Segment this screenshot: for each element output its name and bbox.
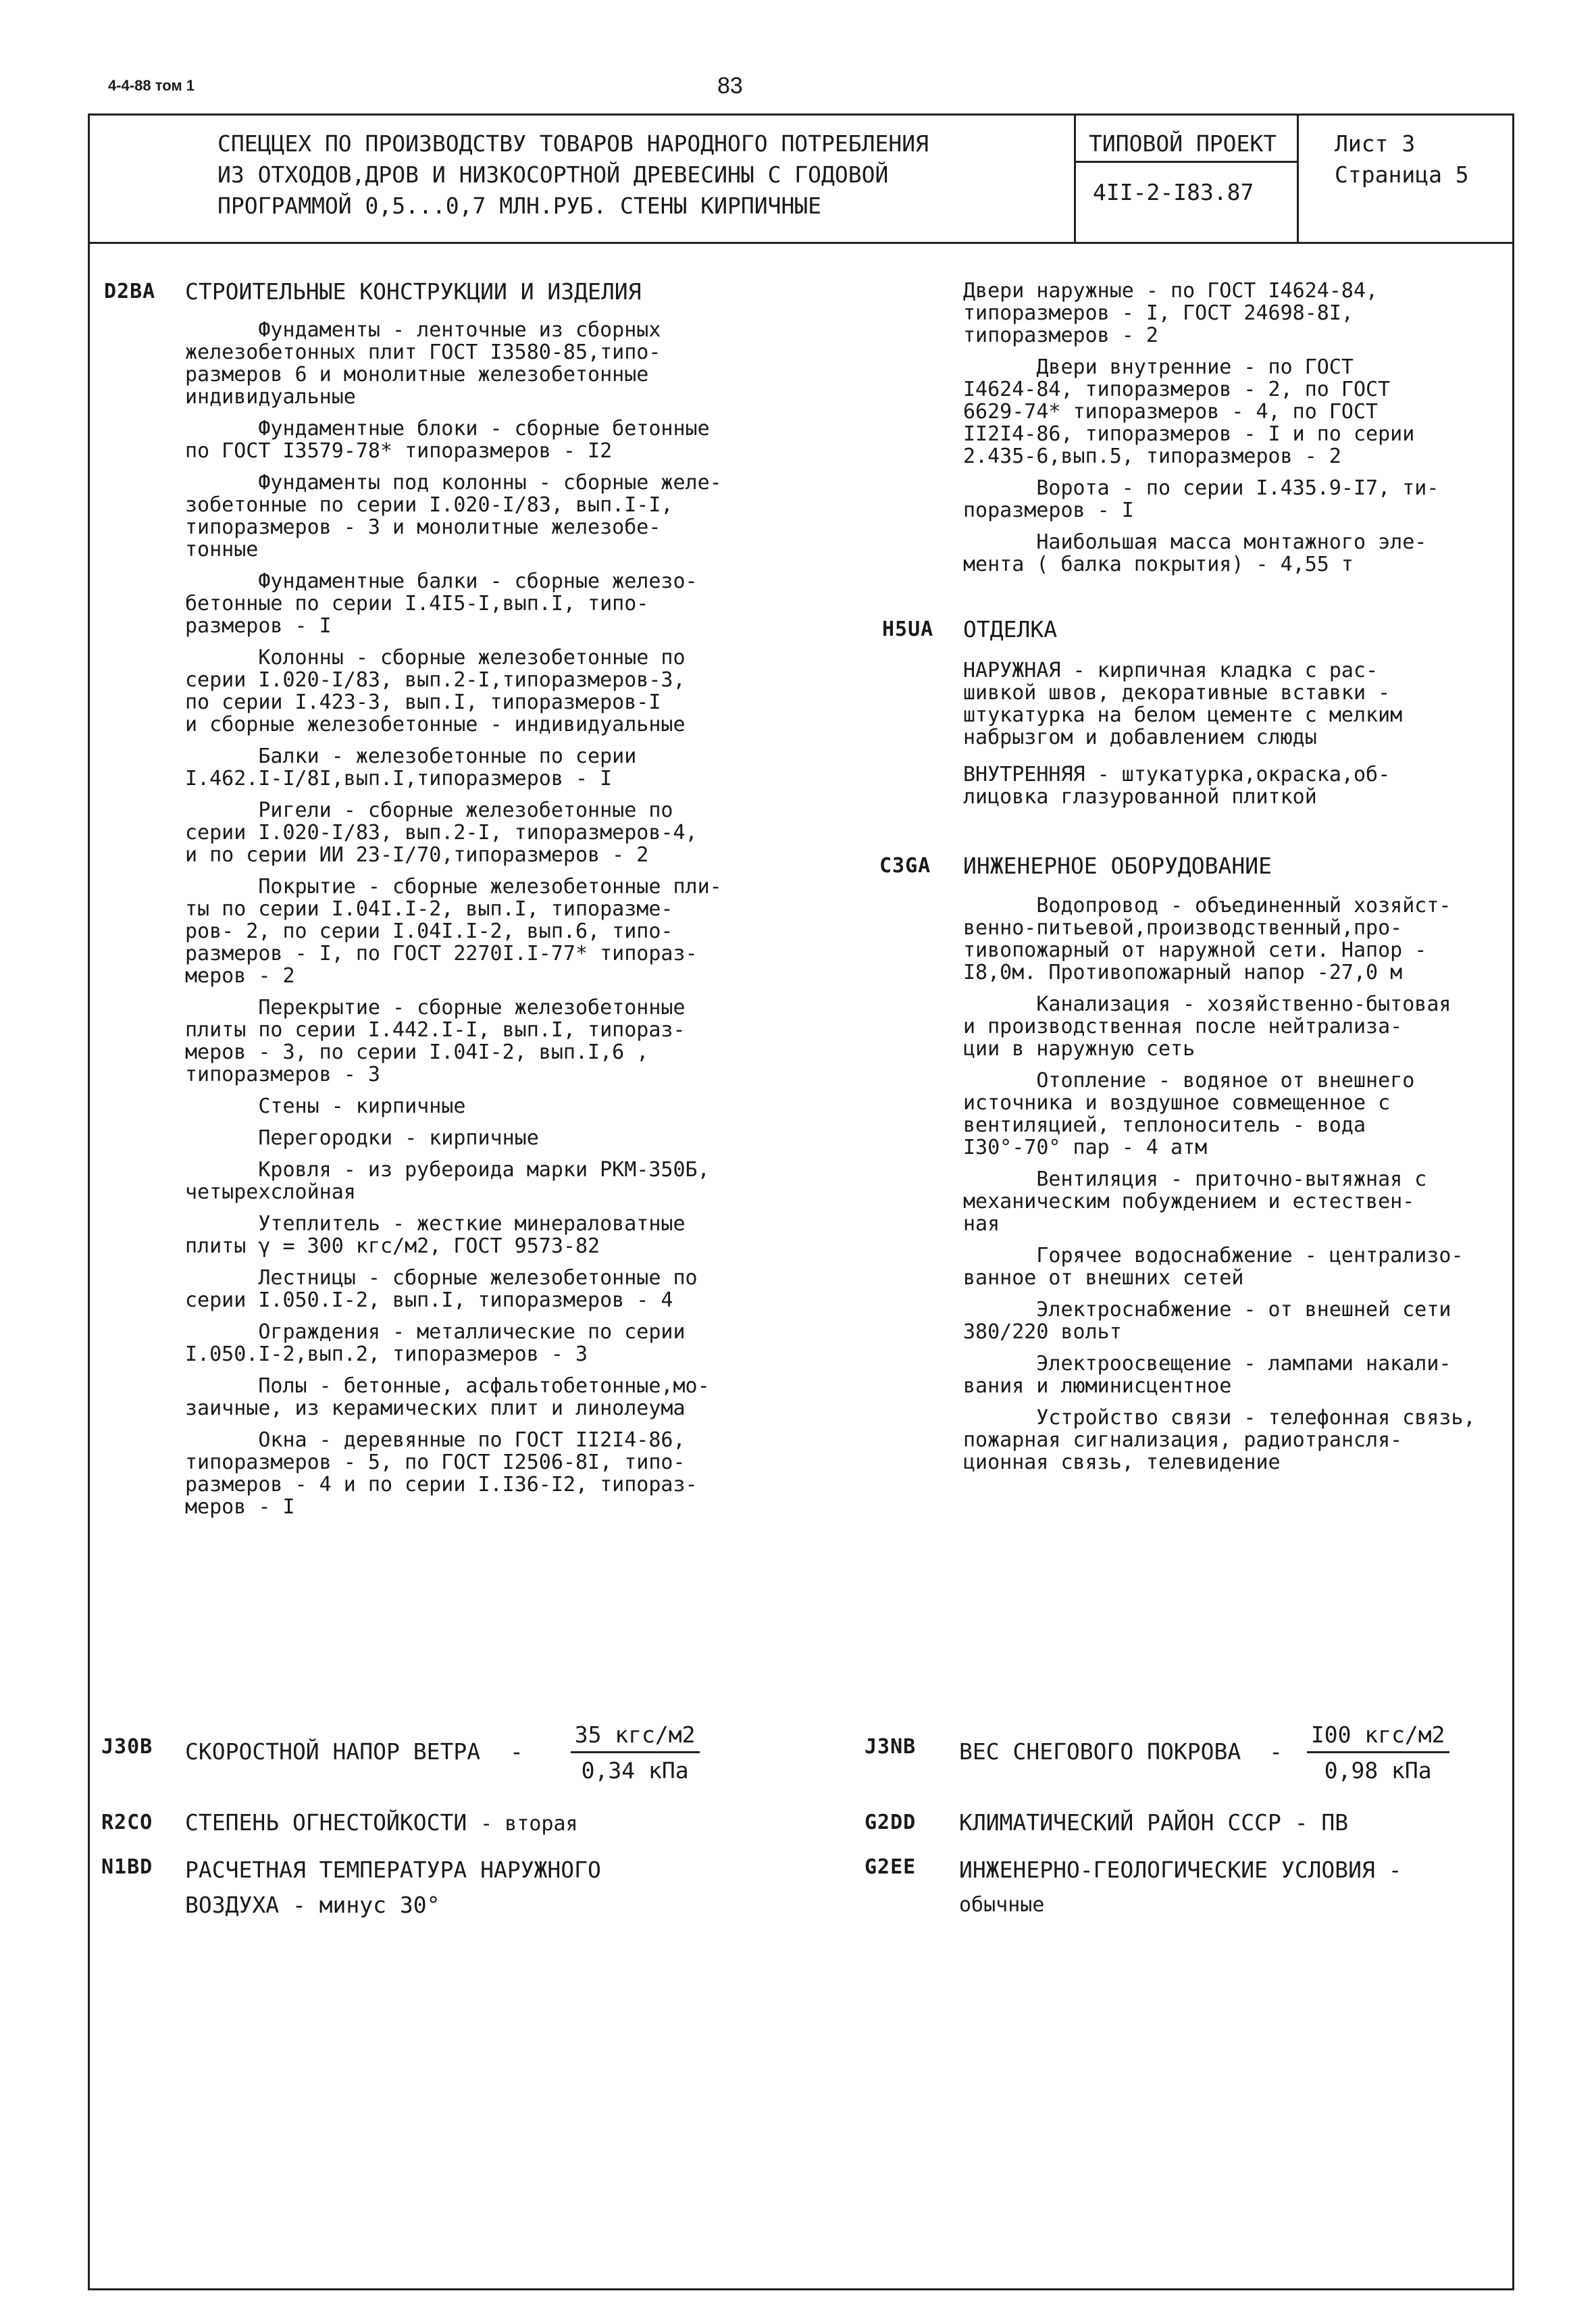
text-line: Наибольшая масса монтажного эле- <box>963 530 1427 554</box>
list-item <box>963 477 1503 522</box>
text-line: 380/220 вольт <box>963 1320 1122 1344</box>
text-line: ная <box>963 1212 1000 1236</box>
list-item <box>185 876 806 987</box>
text-line: Электроснабжение - от внешней сети <box>963 1298 1451 1322</box>
fire-resistance <box>185 1808 578 1839</box>
text-line: Ригели - сборные железобетонные по <box>185 799 673 822</box>
climate-region: КЛИМАТИЧЕСКИЙ РАЙОН СССР - ПВ <box>959 1809 1349 1836</box>
text-line: Перегородки - кирпичные <box>185 1126 539 1150</box>
list-item <box>185 647 806 736</box>
text-line: плиты γ = 300 кгс/м2, ГОСТ 9573-82 <box>185 1234 600 1258</box>
title-block <box>217 128 1062 222</box>
text-line: серии I.020-I/83, вып.2-I,типоразмеров-3, <box>185 668 686 692</box>
list-item <box>185 1375 806 1419</box>
wind-label: СКОРОСТНОЙ НАПОР ВЕТРА <box>185 1738 481 1765</box>
list-item <box>963 531 1503 576</box>
section-heading-finish: ОТДЕЛКА <box>963 616 1058 643</box>
text-line: ции в наружную сеть <box>963 1037 1195 1061</box>
list-item <box>185 472 806 561</box>
text-line: лицовка глазурованной плиткой <box>963 785 1317 809</box>
title-line-2: ИЗ ОТХОДОВ,ДРОВ И НИЗКОСОРТНОЙ ДРЕВЕСИНЫ С ГОДОВОЙ <box>217 161 889 188</box>
wind-code: J30B <box>101 1735 153 1759</box>
climate-code: G2DD <box>865 1811 917 1834</box>
fire-value: - вторая <box>480 1812 578 1836</box>
list-item <box>185 745 806 790</box>
text-line: I30°-70° пар - 4 атм <box>963 1136 1208 1159</box>
list-item <box>963 1070 1503 1159</box>
list-item <box>963 1244 1503 1289</box>
temp-line-1: РАСЧЕТНАЯ ТЕМПЕРАТУРА НАРУЖНОГО <box>185 1857 601 1883</box>
engineering-list <box>963 895 1503 1483</box>
page-label: Страница 5 <box>1335 161 1469 188</box>
snow-label: ВЕС СНЕГОВОГО ПОКРОВА <box>959 1738 1241 1765</box>
list-item <box>185 1429 806 1518</box>
text-line: НАРУЖНАЯ - кирпичная кладка с рас- <box>963 659 1379 682</box>
title-divider-2 <box>1297 114 1299 242</box>
text-line: Фундаменты - ленточные из сборных <box>185 318 661 342</box>
text-line: серии I.050.I-2, вып.I, типоразмеров - 4 <box>185 1288 673 1312</box>
wind-value-kpa: 0,34 кПа <box>581 1757 689 1784</box>
section-code-finish: H5UA <box>882 618 934 641</box>
text-line: Ворота - по серии I.435.9-I7, ти- <box>963 476 1439 500</box>
text-line: меров - 2 <box>185 964 295 988</box>
list-item <box>185 1159 806 1203</box>
text-line: Электроосвещение - лампами накали- <box>963 1352 1451 1376</box>
text-line: тонные <box>185 538 259 561</box>
section-heading-engineering: ИНЖЕНЕРНОЕ ОБОРУДОВАНИЕ <box>963 853 1272 879</box>
text-line: ров- 2, по серии I.04I.I-2, вып.6, типо- <box>185 920 673 943</box>
project-number: 4II-2-I83.87 <box>1093 179 1254 205</box>
list-item <box>185 418 806 462</box>
title-line-3: ПРОГРАММОЙ 0,5...0,7 МЛН.РУБ. СТЕНЫ КИРПИЧНЫЕ <box>217 193 822 219</box>
sheet-label: Лист 3 <box>1335 130 1416 157</box>
text-line: четырехслойная <box>185 1180 356 1204</box>
wind-dash: - <box>509 1738 523 1765</box>
snow-code: J3NB <box>865 1735 917 1759</box>
text-line: Балки - железобетонные по серии <box>185 745 637 768</box>
list-item <box>963 356 1503 468</box>
text-line: штукатурка на белом цементе с мелким <box>963 703 1403 727</box>
text-line: Канализация - хозяйственно-бытовая <box>963 992 1451 1016</box>
text-line: I.462.I-I/8I,вып.I,типоразмеров - I <box>185 767 613 790</box>
text-line: Кровля - из рубероида марки РКМ-350Б, <box>185 1158 710 1182</box>
text-line: 2.435-6,вып.5, типоразмеров - 2 <box>963 445 1341 468</box>
text-line: типоразмеров - 3 <box>185 1063 380 1086</box>
list-item <box>185 1321 806 1365</box>
snow-value <box>1307 1720 1449 1786</box>
text-line: Колонны - сборные железобетонные по <box>185 646 686 670</box>
text-line: по серии I.423-3, вып.I, типоразмеров-I <box>185 690 661 714</box>
text-line: Окна - деревянные по ГОСТ II2I4-86, <box>185 1428 686 1452</box>
wind-value-kgs: 35 кгс/м2 <box>571 1720 700 1753</box>
text-line: заичные, из керамических плит и линолеума <box>185 1397 686 1420</box>
text-line: серии I.020-I/83, вып.2-I, типоразмеров-4, <box>185 821 698 845</box>
text-line: типоразмеров - 5, по ГОСТ I2506-8I, типо- <box>185 1451 686 1474</box>
text-line: Фундаментные балки - сборные железо- <box>185 570 698 593</box>
text-line: Вентиляция - приточно-вытяжная с <box>963 1167 1427 1191</box>
text-line: Отопление - водяное от внешнего <box>963 1069 1415 1092</box>
text-line: Утеплитель - жесткие минераловатные <box>185 1212 686 1236</box>
list-item <box>185 997 806 1086</box>
fire-code: R2CO <box>101 1811 153 1834</box>
text-line: вентиляцией, теплоноситель - вода <box>963 1113 1366 1137</box>
geo-line-2: обычные <box>959 1893 1045 1917</box>
text-line: Водопровод - объединенный хозяйст- <box>963 894 1451 917</box>
text-line: меров - 3, по серии I.04I-2, вып.I,6 , <box>185 1040 649 1064</box>
text-line: размеров 6 и монолитные железобетонные <box>185 363 649 386</box>
text-line: Перекрытие - сборные железобетонные <box>185 996 686 1020</box>
text-line: и по серии ИИ 23-I/70,типоразмеров - 2 <box>185 843 649 867</box>
text-line: размеров - 4 и по серии I.I36-I2, типораз- <box>185 1473 698 1496</box>
text-line: Ограждения - металлические по серии <box>185 1320 686 1344</box>
geo-line-1: ИНЖЕНЕРНО-ГЕОЛОГИЧЕСКИЕ УСЛОВИЯ - <box>959 1857 1402 1883</box>
title-divider-1 <box>1074 114 1076 242</box>
text-line: Двери внутренние - по ГОСТ <box>963 355 1354 379</box>
text-line: и сборные железобетонные - индивидуальные <box>185 713 686 736</box>
title-line-1: СПЕЦЦЕХ ПО ПРОИЗВОДСТВУ ТОВАРОВ НАРОДНОГО ПОТРЕБЛЕНИЯ <box>217 130 929 157</box>
title-block-bottom-rule <box>88 242 1514 244</box>
temp-line-2: ВОЗДУХА - минус 30° <box>185 1892 440 1918</box>
page-number: 83 <box>717 73 743 99</box>
text-line: индивидуальные <box>185 385 356 409</box>
text-line: I.050.I-2,вып.2, типоразмеров - 3 <box>185 1342 588 1366</box>
text-line: I4624-84, типоразмеров - 2, по ГОСТ <box>963 378 1391 401</box>
list-item <box>185 799 806 866</box>
text-line: Лестницы - сборные железобетонные по <box>185 1266 698 1290</box>
list-item <box>185 1267 806 1311</box>
text-line: вания и люминисцентное <box>963 1374 1232 1398</box>
text-line: размеров - I <box>185 614 332 638</box>
text-line: I8,0м. Противопожарный напор -27,0 м <box>963 961 1403 984</box>
text-line: зобетонные по серии I.020-I/83, вып.I-I, <box>185 493 673 517</box>
section-heading-structures: СТРОИТЕЛЬНЫЕ КОНСТРУКЦИИ И ИЗДЕЛИЯ <box>185 278 642 305</box>
text-line: 6629-74* типоразмеров - 4, по ГОСТ <box>963 400 1379 424</box>
text-line: меров - I <box>185 1495 295 1519</box>
wind-pressure <box>185 1720 700 1786</box>
finish-list <box>963 659 1503 818</box>
snow-load <box>959 1720 1449 1786</box>
list-item <box>185 319 806 408</box>
fire-label: СТЕПЕНЬ ОГНЕСТОЙКОСТИ <box>185 1809 467 1836</box>
text-line: источника и воздушное совмещенное с <box>963 1091 1391 1115</box>
text-line: по ГОСТ I3579-78* типоразмеров - I2 <box>185 439 613 463</box>
list-item <box>185 570 806 637</box>
text-line: тивопожарный от наружной сети. Напор - <box>963 938 1427 962</box>
text-line: Фундаменты под колонны - сборные желе- <box>185 471 722 495</box>
list-item <box>963 1407 1503 1474</box>
text-line: шивкой швов, декоративные вставки - <box>963 681 1391 705</box>
text-line: размеров - I, по ГОСТ 2270I.I-77* типораз- <box>185 942 698 965</box>
list-item <box>963 1168 1503 1235</box>
list-item <box>963 1299 1503 1343</box>
list-item <box>185 1127 806 1149</box>
text-line: плиты по серии I.442.I-I, вып.I, типораз- <box>185 1018 686 1042</box>
snow-dash: - <box>1269 1738 1283 1765</box>
list-item <box>963 763 1503 808</box>
snow-value-kgs: I00 кгс/м2 <box>1307 1720 1449 1753</box>
project-label: ТИПОВОЙ ПРОЕКТ <box>1089 130 1277 157</box>
text-line: железобетонных плит ГОСТ I3580-85,типо- <box>185 341 661 364</box>
text-line: мента ( балка покрытия) - 4,55 т <box>963 553 1354 576</box>
geology-conditions <box>959 1853 1402 1923</box>
text-line: ванное от внешних сетей <box>963 1266 1244 1290</box>
list-item <box>963 280 1503 347</box>
text-line: механическим побуждением и естествен- <box>963 1190 1415 1213</box>
list-item <box>963 659 1503 749</box>
section-code-engineering: C3GA <box>879 854 931 878</box>
geo-code: G2EE <box>865 1855 917 1879</box>
text-line: набрызгом и добавлением слюды <box>963 726 1317 749</box>
text-line: венно-питьевой,производственный,про- <box>963 916 1403 940</box>
list-item <box>185 1213 806 1257</box>
text-line: ционная связь, телевидение <box>963 1451 1281 1474</box>
text-line: типоразмеров - 2 <box>963 324 1158 347</box>
text-line: типоразмеров - 3 и монолитные железобе- <box>185 515 661 539</box>
text-line: пожарная сигнализация, радиотрансля- <box>963 1428 1403 1452</box>
text-line: Горячее водоснабжение - централизо- <box>963 1244 1464 1267</box>
text-line: Покрытие - сборные железобетонные пли- <box>185 875 722 899</box>
text-line: бетонные по серии I.4I5-I,вып.I, типо- <box>185 592 649 615</box>
design-temperature <box>185 1853 601 1923</box>
structures-list <box>185 319 806 1528</box>
sheet-ref: 4-4-88 том 1 <box>108 77 195 94</box>
list-item <box>185 1095 806 1117</box>
section-code-structures: D2BA <box>104 280 156 303</box>
snow-value-kpa: 0,98 кПа <box>1324 1757 1432 1784</box>
text-line: Двери наружные - по ГОСТ I4624-84, <box>963 279 1379 303</box>
text-line: типоразмеров - I, ГОСТ 24698-8I, <box>963 301 1354 325</box>
text-line: поразмеров - I <box>963 499 1134 522</box>
text-line: Фундаментные блоки - сборные бетонные <box>185 417 710 441</box>
text-line: Стены - кирпичные <box>185 1095 466 1118</box>
text-line: ты по серии I.04I.I-2, вып.I, типоразме- <box>185 897 673 921</box>
list-item <box>963 993 1503 1060</box>
list-item <box>963 895 1503 984</box>
text-line: II2I4-86, типоразмеров - I и по серии <box>963 422 1415 446</box>
text-line: ВНУТРЕННЯЯ - штукатурка,окраска,об- <box>963 763 1391 786</box>
text-line: Полы - бетонные, асфальтобетонные,мо- <box>185 1374 710 1398</box>
list-item <box>963 1353 1503 1397</box>
project-cell-rule <box>1074 161 1297 163</box>
temp-code: N1BD <box>101 1855 153 1879</box>
doors-list <box>963 280 1503 585</box>
text-line: и производственная после нейтрализа- <box>963 1015 1403 1038</box>
text-line: Устройство связи - телефонная связь, <box>963 1406 1476 1430</box>
wind-value <box>571 1720 700 1786</box>
